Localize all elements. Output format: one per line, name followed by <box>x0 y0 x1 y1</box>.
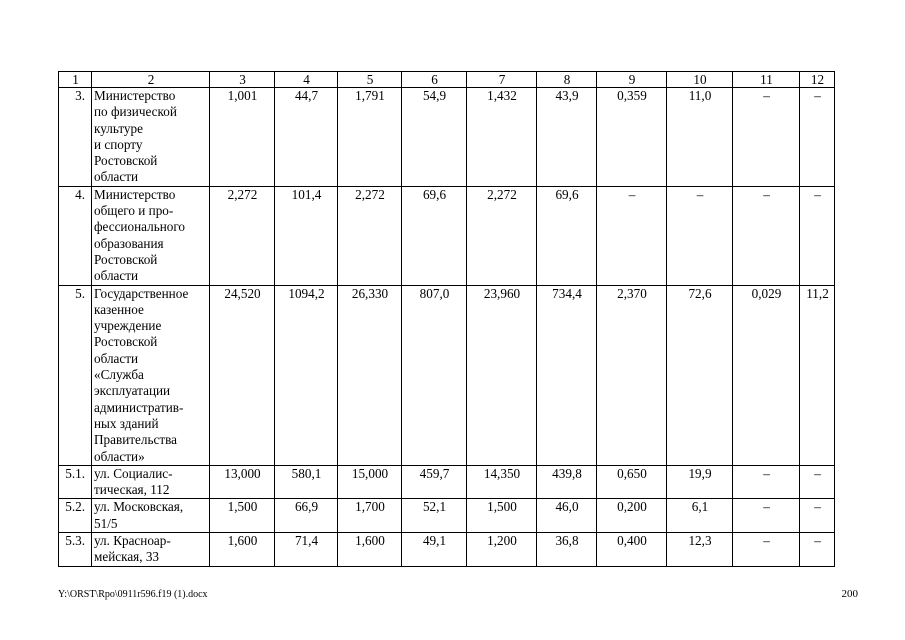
value-cell: – <box>733 186 800 285</box>
table-row <box>59 186 835 285</box>
row-name <box>92 285 210 465</box>
value-cell: 66,9 <box>275 499 338 533</box>
value-cell: 43,9 <box>537 88 597 187</box>
value-cell: – <box>733 533 800 567</box>
row-name-line: ных зданий <box>94 415 159 431</box>
value-cell: 72,6 <box>667 285 733 465</box>
row-name-line: «Служба <box>94 367 144 383</box>
value-cell: 52,1 <box>402 499 467 533</box>
header-cell: 10 <box>667 72 733 88</box>
value-cell: 807,0 <box>402 285 467 465</box>
value-cell: 2,272 <box>467 186 537 285</box>
row-name <box>92 88 210 187</box>
row-name-line: фессионального <box>94 219 186 235</box>
row-name <box>92 186 210 285</box>
header-cell: 7 <box>467 72 537 88</box>
header-row <box>59 72 835 88</box>
row-name <box>92 465 210 499</box>
value-cell: 15,000 <box>338 465 402 499</box>
value-cell: 1,500 <box>210 499 275 533</box>
header-cell: 4 <box>275 72 338 88</box>
row-name-line: ул. Социалис- <box>94 465 173 481</box>
header-cell: 11 <box>733 72 800 88</box>
value-cell: 1094,2 <box>275 285 338 465</box>
value-cell: 0,650 <box>597 465 667 499</box>
value-cell: – <box>800 533 835 567</box>
header-cell: 3 <box>210 72 275 88</box>
value-cell: 11,0 <box>667 88 733 187</box>
row-name-line: ул. Московская, <box>94 499 184 515</box>
header-cell: 1 <box>59 72 92 88</box>
value-cell: 459,7 <box>402 465 467 499</box>
row-name-line: административ- <box>94 399 184 415</box>
value-cell: 580,1 <box>275 465 338 499</box>
row-name <box>92 533 210 567</box>
header-cell: 9 <box>597 72 667 88</box>
header-cell: 5 <box>338 72 402 88</box>
value-cell: 1,600 <box>338 533 402 567</box>
row-number: 5.3. <box>59 533 92 567</box>
table-row <box>59 533 835 567</box>
value-cell: – <box>733 465 800 499</box>
row-name-line: учреждение <box>94 318 162 334</box>
value-cell: 26,330 <box>338 285 402 465</box>
row-name-line: ул. Красноар- <box>94 533 171 549</box>
value-cell: 54,9 <box>402 88 467 187</box>
value-cell: 46,0 <box>537 499 597 533</box>
value-cell: – <box>667 186 733 285</box>
value-cell: 734,4 <box>537 285 597 465</box>
table-row <box>59 88 835 187</box>
row-number: 5.2. <box>59 499 92 533</box>
value-cell: 1,432 <box>467 88 537 187</box>
value-cell: 101,4 <box>275 186 338 285</box>
value-cell: 2,370 <box>597 285 667 465</box>
header-cell: 2 <box>92 72 210 88</box>
row-name-line: общего и про- <box>94 203 174 219</box>
value-cell: 0,200 <box>597 499 667 533</box>
value-cell: 439,8 <box>537 465 597 499</box>
row-name-line: мейская, 33 <box>94 549 160 565</box>
value-cell: – <box>800 186 835 285</box>
row-name-line: Ростовской <box>94 153 158 169</box>
row-name-line: Ростовской <box>94 251 158 267</box>
row-number: 3. <box>59 88 92 187</box>
row-name-line: области <box>94 350 139 366</box>
row-name-line: культуре <box>94 120 143 136</box>
table-row <box>59 499 835 533</box>
value-cell: 71,4 <box>275 533 338 567</box>
value-cell: 13,000 <box>210 465 275 499</box>
footer-file-path: Y:\ORST\Rpo\0911r596.f19 (1).docx <box>58 589 208 600</box>
value-cell: 1,001 <box>210 88 275 187</box>
row-name-line: 51/5 <box>94 515 118 531</box>
value-cell: 24,520 <box>210 285 275 465</box>
row-name-line: казенное <box>94 301 144 317</box>
value-cell: 0,400 <box>597 533 667 567</box>
row-name-line: области <box>94 268 139 284</box>
value-cell: 44,7 <box>275 88 338 187</box>
value-cell: 1,200 <box>467 533 537 567</box>
table-row <box>59 285 835 465</box>
value-cell: – <box>733 499 800 533</box>
value-cell: 12,3 <box>667 533 733 567</box>
value-cell: 1,700 <box>338 499 402 533</box>
data-table <box>58 71 835 567</box>
row-name-line: образования <box>94 235 164 251</box>
value-cell: 1,791 <box>338 88 402 187</box>
value-cell: 19,9 <box>667 465 733 499</box>
table-body <box>59 72 835 567</box>
row-name-line: Министерство <box>94 88 176 103</box>
value-cell: 2,272 <box>210 186 275 285</box>
row-name-line: тическая, 112 <box>94 482 170 498</box>
header-cell: 8 <box>537 72 597 88</box>
value-cell: – <box>733 88 800 187</box>
row-name-line: области <box>94 169 139 185</box>
row-name-line: области» <box>94 448 145 464</box>
header-cell: 6 <box>402 72 467 88</box>
header-cell: 12 <box>800 72 835 88</box>
row-name-line: Правительства <box>94 432 177 448</box>
table-row <box>59 465 835 499</box>
value-cell: 36,8 <box>537 533 597 567</box>
row-name-line: Министерство <box>94 186 176 202</box>
row-number: 4. <box>59 186 92 285</box>
value-cell: 1,600 <box>210 533 275 567</box>
value-cell: 0,029 <box>733 285 800 465</box>
value-cell: 69,6 <box>537 186 597 285</box>
value-cell: 11,2 <box>800 285 835 465</box>
value-cell: – <box>597 186 667 285</box>
value-cell: 69,6 <box>402 186 467 285</box>
row-name-line: по физической <box>94 104 177 120</box>
value-cell: 14,350 <box>467 465 537 499</box>
row-number: 5. <box>59 285 92 465</box>
value-cell: – <box>800 465 835 499</box>
row-name-line: и спорту <box>94 136 143 152</box>
row-name <box>92 499 210 533</box>
value-cell: 49,1 <box>402 533 467 567</box>
row-number: 5.1. <box>59 465 92 499</box>
value-cell: 2,272 <box>338 186 402 285</box>
row-name-line: Ростовской <box>94 334 158 350</box>
value-cell: 1,500 <box>467 499 537 533</box>
value-cell: 0,359 <box>597 88 667 187</box>
value-cell: – <box>800 88 835 187</box>
row-name-line: Государственное <box>94 285 189 301</box>
value-cell: 6,1 <box>667 499 733 533</box>
value-cell: 23,960 <box>467 285 537 465</box>
value-cell: – <box>800 499 835 533</box>
page-number: 200 <box>841 588 858 600</box>
row-name-line: эксплуатации <box>94 383 171 399</box>
